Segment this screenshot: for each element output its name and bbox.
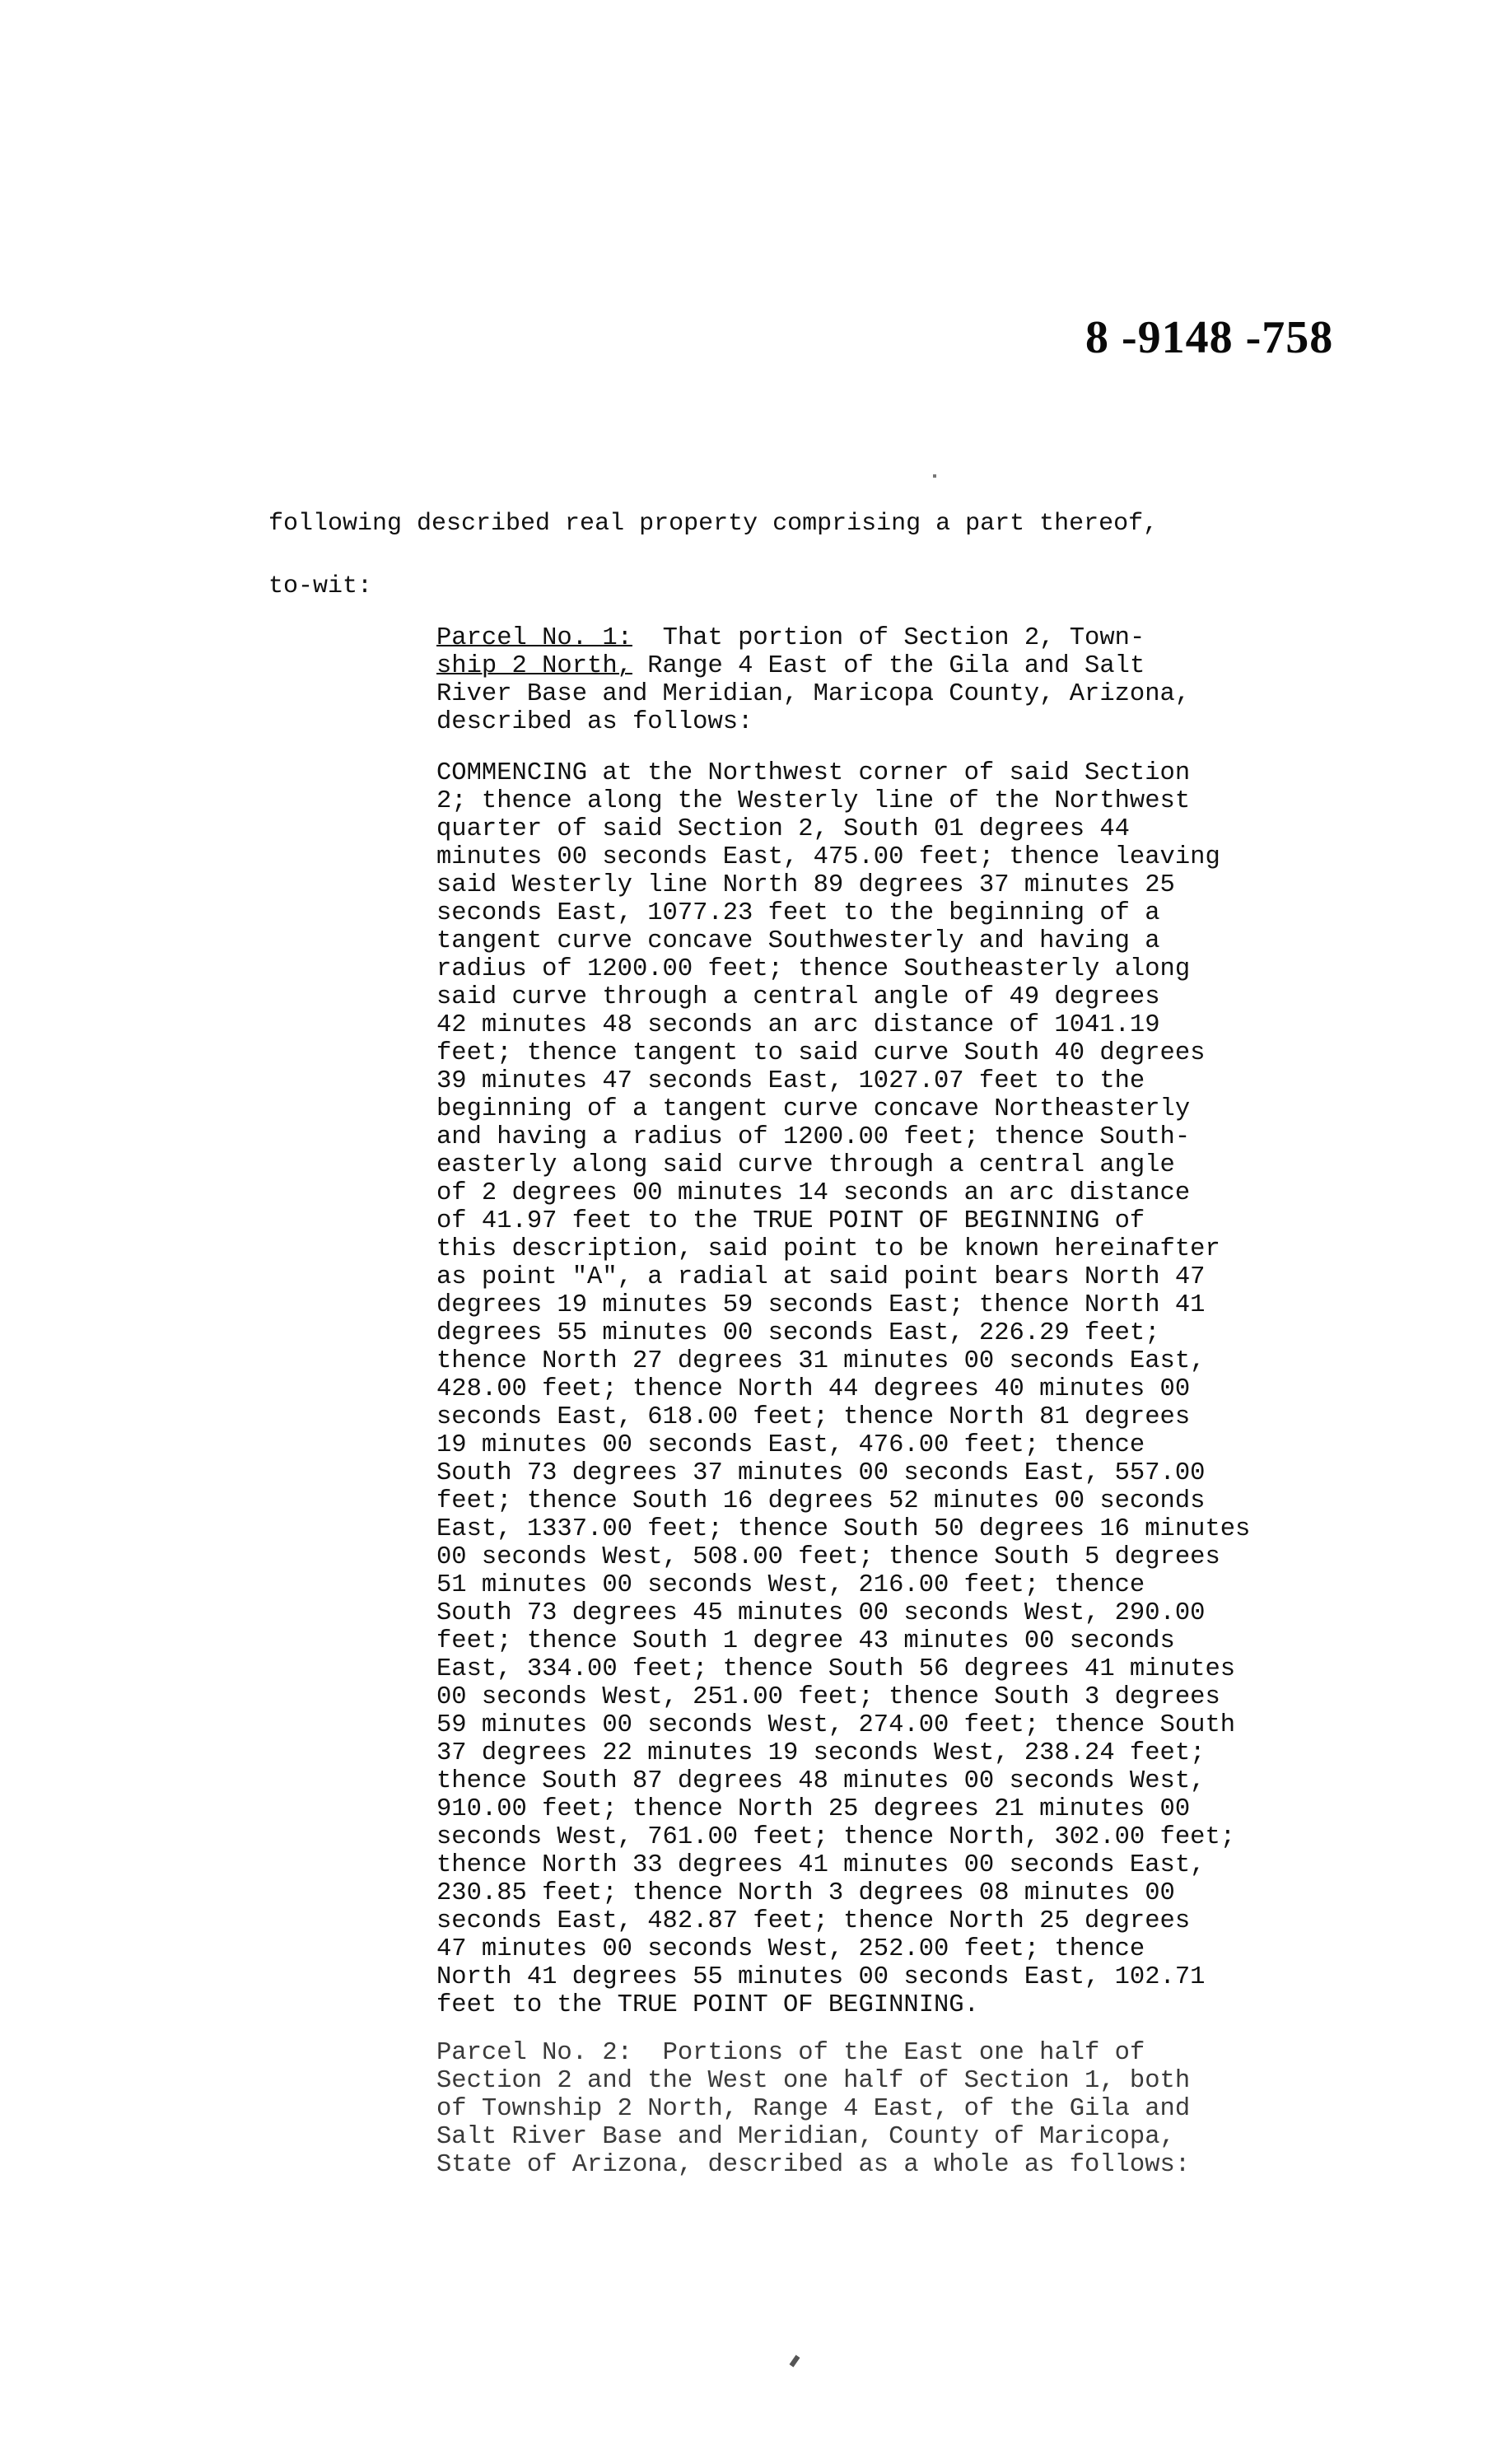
parcel-1-description-line: minutes 00 seconds East, 475.00 feet; thence leaving [436, 843, 1220, 871]
parcel-1-description-line: said Westerly line North 89 degrees 37 minutes 25 [436, 871, 1175, 899]
parcel-1-description-line: South 73 degrees 37 minutes 00 seconds East, 557.00 [436, 1459, 1206, 1487]
parcel-1-description-line: South 73 degrees 45 minutes 00 seconds West, 290.00 [436, 1599, 1206, 1627]
parcel-1-intro-line-3: River Base and Meridian, Maricopa County, Arizona, [436, 680, 1191, 708]
parcel-1-description-line: thence South 87 degrees 48 minutes 00 seconds West, [436, 1767, 1206, 1795]
parcel-1-description-line: feet; thence South 1 degree 43 minutes 00 seconds [436, 1627, 1175, 1655]
parcel-1-description-line: 230.85 feet; thence North 3 degrees 08 minutes 00 [436, 1879, 1175, 1907]
parcel-1-description-line: 00 seconds West, 508.00 feet; thence South 5 degrees [436, 1543, 1220, 1571]
parcel-1-description-line: 47 minutes 00 seconds West, 252.00 feet; thence [436, 1935, 1145, 1963]
parcel-1-description-line: of 2 degrees 00 minutes 14 seconds an arc distance [436, 1179, 1191, 1207]
to-wit-label: to-wit: [268, 572, 373, 600]
parcel-1-intro-rest: Range 4 East of the Gila and Salt [632, 652, 1145, 680]
parcel-1-description-line: feet; thence South 16 degrees 52 minutes 00 seconds [436, 1487, 1206, 1515]
parcel-1-description-line: beginning of a tangent curve concave Northeasterly [436, 1095, 1191, 1123]
parcel-1-description-line: quarter of said Section 2, South 01 degrees 44 [436, 815, 1130, 843]
parcel-1-underlined-fragment: ship 2 North, [436, 652, 632, 680]
parcel-1-description-line: said curve through a central angle of 49 degrees [436, 983, 1160, 1011]
parcel-1-description-line: tangent curve concave Southwesterly and having a [436, 927, 1160, 955]
parcel-1-description-line: 910.00 feet; thence North 25 degrees 21 minutes 00 [436, 1795, 1191, 1823]
parcel-1-description-line: 2; thence along the Westerly line of the Northwest [436, 787, 1191, 815]
parcel-2-intro-text: Portions of the East one half of [662, 2039, 1145, 2067]
parcel-1-description-line: and having a radius of 1200.00 feet; thence South- [436, 1123, 1191, 1151]
parcel-1-heading: Parcel No. 1: [436, 624, 632, 652]
parcel-1-description-line: East, 334.00 feet; thence South 56 degrees 41 minutes [436, 1655, 1236, 1683]
parcel-2-intro-line-2: Section 2 and the West one half of Section 1, both [436, 2067, 1191, 2095]
parcel-1-description-line: 428.00 feet; thence North 44 degrees 40 minutes 00 [436, 1375, 1191, 1403]
stray-mark-bottom [790, 2355, 800, 2368]
parcel-1-description-line: 51 minutes 00 seconds West, 216.00 feet; thence [436, 1571, 1145, 1599]
parcel-1-description-line: North 41 degrees 55 minutes 00 seconds East, 102.71 [436, 1963, 1206, 1991]
parcel-1-description-line: seconds West, 761.00 feet; thence North, 302.00 feet; [436, 1823, 1236, 1851]
docket-number: 8 -9148 -758 [1085, 312, 1334, 363]
parcel-2-intro [436, 2039, 1392, 2179]
parcel-2-intro-line-3: of Township 2 North, Range 4 East, of the Gila and [436, 2095, 1191, 2123]
parcel-1-description-line: of 41.97 feet to the TRUE POINT OF BEGINNING of [436, 1207, 1145, 1235]
parcel-1-description-line: 59 minutes 00 seconds West, 274.00 feet; thence South [436, 1711, 1236, 1739]
parcel-1-description-line: feet to the TRUE POINT OF BEGINNING. [436, 1991, 979, 2019]
parcel-1-description-line: seconds East, 482.87 feet; thence North 25 degrees [436, 1907, 1191, 1935]
parcel-1-description-line: feet; thence tangent to said curve South 40 degrees [436, 1039, 1206, 1067]
parcel-2-intro-line-5: State of Arizona, described as a whole as follows: [436, 2151, 1191, 2179]
parcel-1-intro [436, 624, 1392, 736]
parcel-1-description-line: 19 minutes 00 seconds East, 476.00 feet; thence [436, 1431, 1145, 1459]
parcel-1-description-line: East, 1337.00 feet; thence South 50 degrees 16 minutes [436, 1515, 1251, 1543]
parcel-1-description-line: 42 minutes 48 seconds an arc distance of 1041.19 [436, 1011, 1160, 1039]
parcel-1-description-line: as point "A", a radial at said point bears North 47 [436, 1263, 1206, 1291]
parcel-1-description-line: COMMENCING at the Northwest corner of said Section [436, 759, 1191, 787]
parcel-1-description [436, 759, 1392, 2019]
parcel-1-description-line: thence North 27 degrees 31 minutes 00 seconds East, [436, 1347, 1206, 1375]
parcel-1-description-line: 37 degrees 22 minutes 19 seconds West, 238.24 feet; [436, 1739, 1206, 1767]
parcel-1-intro-line-2 [436, 652, 1392, 680]
parcel-1-description-line: seconds East, 1077.23 feet to the beginning of a [436, 899, 1160, 927]
parcel-1-description-line: radius of 1200.00 feet; thence Southeasterly along [436, 955, 1191, 983]
parcel-1-description-line: thence North 33 degrees 41 minutes 00 seconds East, [436, 1851, 1206, 1879]
stray-mark [933, 474, 936, 478]
parcel-1-description-line: this description, said point to be known hereinafter [436, 1235, 1220, 1263]
parcel-2-heading: Parcel No. 2: [436, 2039, 632, 2067]
parcel-1-description-line: degrees 55 minutes 00 seconds East, 226.29 feet; [436, 1319, 1160, 1347]
parcel-1-intro-text: That portion of Section 2, Town- [662, 624, 1145, 652]
parcel-1-intro-line-1 [436, 624, 1392, 652]
parcel-1-intro-line-4: described as follows: [436, 708, 753, 736]
parcel-1-description-line: 39 minutes 47 seconds East, 1027.07 feet to the [436, 1067, 1145, 1095]
parcel-2-intro-line-1 [436, 2039, 1392, 2067]
parcel-1-description-line: degrees 19 minutes 59 seconds East; thence North 41 [436, 1291, 1206, 1319]
parcel-2-intro-line-4: Salt River Base and Meridian, County of Maricopa, [436, 2123, 1175, 2151]
parcel-1-description-line: seconds East, 618.00 feet; thence North 81 degrees [436, 1403, 1191, 1431]
intro-line: following described real property comprising a part thereof, [268, 510, 1159, 538]
parcel-1-description-line: 00 seconds West, 251.00 feet; thence South 3 degrees [436, 1683, 1220, 1711]
parcel-1-description-line: easterly along said curve through a central angle [436, 1151, 1175, 1179]
